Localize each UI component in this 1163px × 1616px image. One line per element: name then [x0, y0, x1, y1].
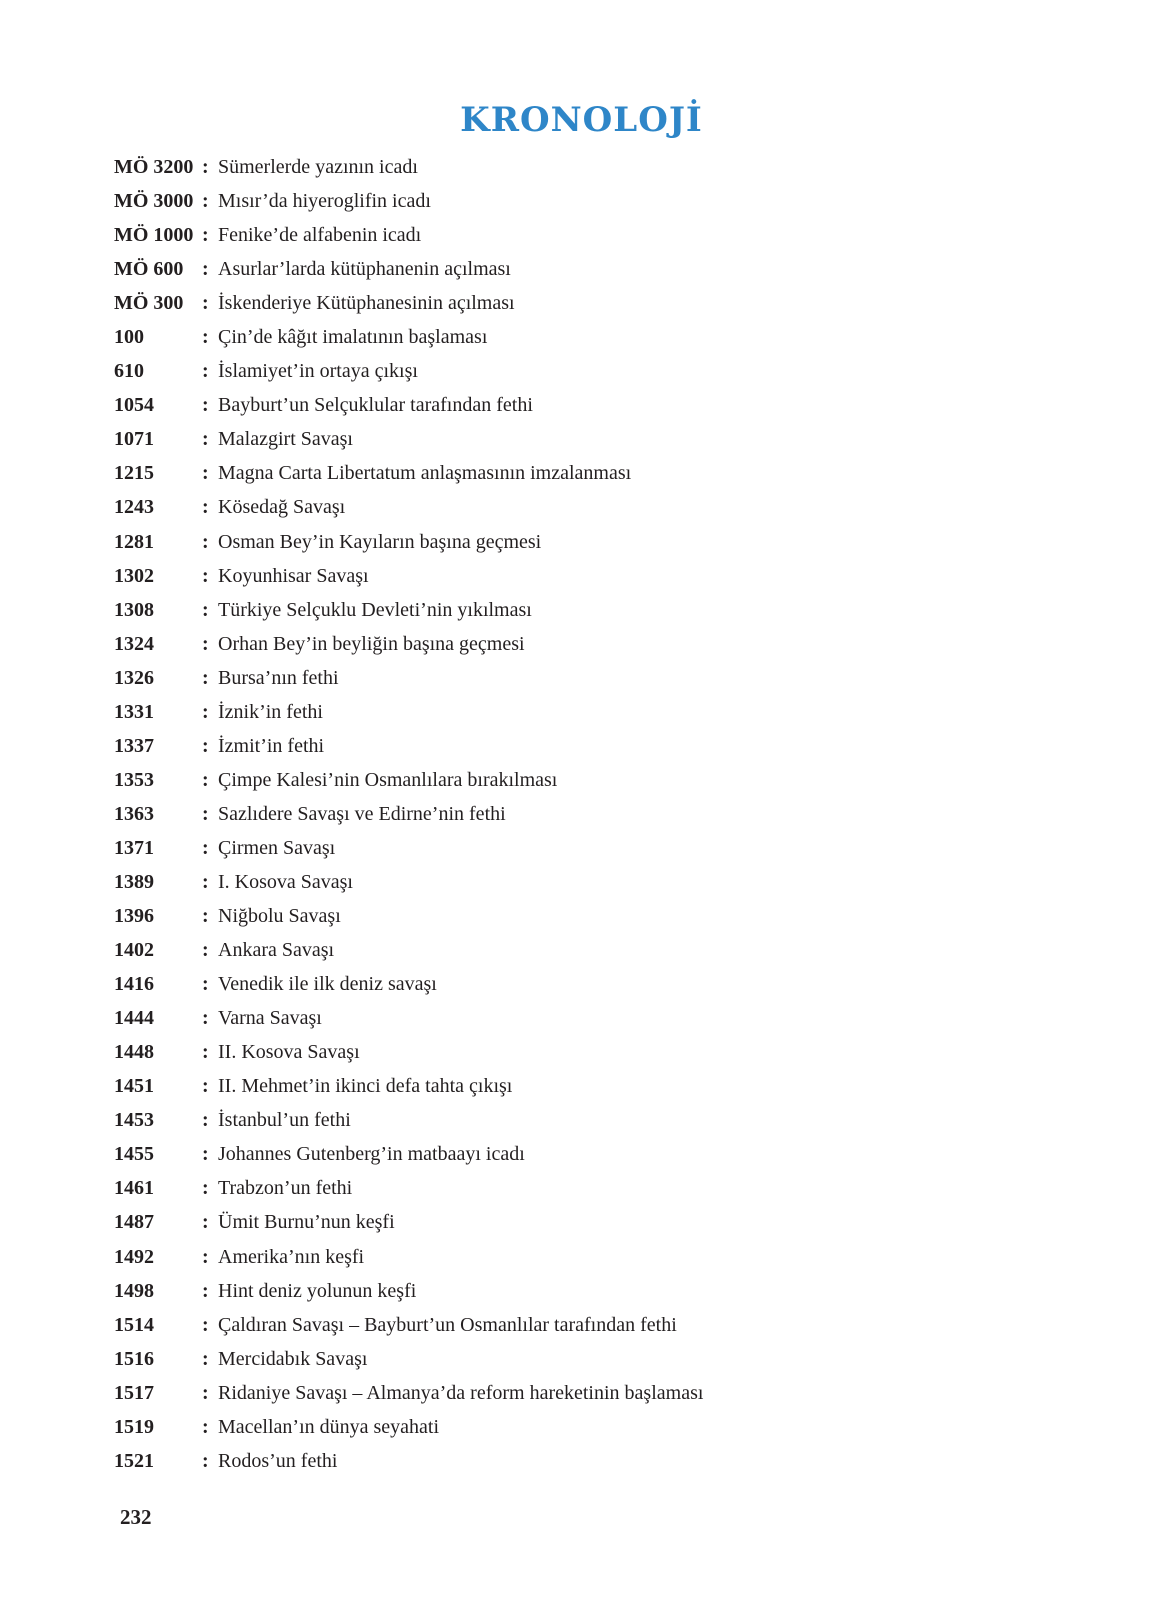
- chronology-entry: [114, 627, 1074, 661]
- entry-year: 1337: [114, 734, 154, 757]
- entry-event: Osman Bey’in Kayıların başına geçmesi: [218, 530, 542, 553]
- entry-separator: :: [202, 870, 209, 893]
- chronology-entry: [114, 218, 1074, 252]
- chronology-entry: [114, 354, 1074, 388]
- entry-separator: :: [202, 1245, 209, 1268]
- entry-year: 1389: [114, 870, 154, 893]
- entry-event: Amerika’nın keşfi: [218, 1245, 365, 1268]
- entry-event: Ankara Savaşı: [218, 939, 335, 962]
- entry-year: 1519: [114, 1415, 154, 1438]
- entry-separator: :: [202, 768, 209, 791]
- entry-year: 1453: [114, 1109, 154, 1132]
- entry-year: 1451: [114, 1075, 154, 1098]
- chronology-entry: [114, 388, 1074, 422]
- entry-separator: :: [202, 326, 209, 349]
- chronology-entry: [114, 797, 1074, 831]
- entry-year: 1487: [114, 1211, 154, 1234]
- entry-separator: :: [202, 258, 209, 281]
- chronology-entry: [114, 865, 1074, 899]
- entry-separator: :: [202, 1211, 209, 1234]
- entry-event: Çirmen Savaşı: [218, 836, 336, 859]
- entry-separator: :: [202, 394, 209, 417]
- entry-year: MÖ 1000: [114, 224, 194, 247]
- entry-separator: :: [202, 292, 209, 315]
- entry-event: Niğbolu Savaşı: [218, 905, 341, 928]
- chronology-entry: [114, 933, 1074, 967]
- chronology-entry: [114, 729, 1074, 763]
- entry-separator: :: [202, 939, 209, 962]
- entry-separator: :: [202, 1313, 209, 1336]
- entry-event: Fenike’de alfabenin icadı: [218, 224, 422, 247]
- entry-separator: :: [202, 564, 209, 587]
- entry-year: 1402: [114, 939, 154, 962]
- entry-event: Macellan’ın dünya seyahati: [218, 1415, 440, 1438]
- entry-separator: :: [202, 1347, 209, 1370]
- entry-separator: :: [202, 1381, 209, 1404]
- chronology-entry: [114, 525, 1074, 559]
- entry-separator: :: [202, 360, 209, 383]
- entry-year: 1324: [114, 632, 154, 655]
- chronology-entry: [114, 1205, 1074, 1239]
- chronology-entry: [114, 422, 1074, 456]
- entry-event: Çaldıran Savaşı – Bayburt’un Osmanlılar tarafından fethi: [218, 1313, 677, 1336]
- entry-year: 1416: [114, 973, 154, 996]
- entry-event: Asurlar’larda kütüphanenin açılması: [218, 258, 511, 281]
- entry-event: Orhan Bey’in beyliğin başına geçmesi: [218, 632, 525, 655]
- entry-year: MÖ 600: [114, 258, 184, 281]
- entry-year: 1448: [114, 1041, 154, 1064]
- entry-year: 1514: [114, 1313, 154, 1336]
- entry-event: Varna Savaşı: [218, 1007, 322, 1030]
- entry-event: II. Mehmet’in ikinci defa tahta çıkışı: [218, 1075, 513, 1098]
- entry-year: 1331: [114, 700, 154, 723]
- entry-year: 1071: [114, 428, 154, 451]
- entry-separator: :: [202, 1109, 209, 1132]
- chronology-entry: [114, 184, 1074, 218]
- chronology-entry: [114, 1444, 1074, 1478]
- entry-year: 610: [114, 360, 144, 383]
- entry-separator: :: [202, 1143, 209, 1166]
- chronology-entry: [114, 1069, 1074, 1103]
- entry-year: 1363: [114, 802, 154, 825]
- chronology-entry: [114, 1376, 1074, 1410]
- entry-separator: :: [202, 190, 209, 213]
- entry-separator: :: [202, 632, 209, 655]
- chronology-entry: [114, 1410, 1074, 1444]
- entry-year: 1461: [114, 1177, 154, 1200]
- chronology-entry: [114, 150, 1074, 184]
- entry-year: 1054: [114, 394, 154, 417]
- entry-event: II. Kosova Savaşı: [218, 1041, 360, 1064]
- entry-separator: :: [202, 1415, 209, 1438]
- chronology-entry: [114, 490, 1074, 524]
- chronology-entry: [114, 899, 1074, 933]
- entry-separator: :: [202, 428, 209, 451]
- entry-event: I. Kosova Savaşı: [218, 870, 353, 893]
- entry-separator: :: [202, 973, 209, 996]
- entry-year: 1517: [114, 1381, 154, 1404]
- entry-separator: :: [202, 1075, 209, 1098]
- entry-event: Venedik ile ilk deniz savaşı: [218, 973, 437, 996]
- chronology-entry: [114, 1342, 1074, 1376]
- entry-year: 1281: [114, 530, 154, 553]
- entry-separator: :: [202, 156, 209, 178]
- entry-year: 1353: [114, 768, 154, 791]
- chronology-entry: [114, 559, 1074, 593]
- entry-event: Ümit Burnu’nun keşfi: [218, 1211, 395, 1234]
- entry-event: Mercidabık Savaşı: [218, 1347, 368, 1370]
- entry-event: Sümerlerde yazının icadı: [218, 156, 418, 178]
- entry-event: Hint deniz yolunun keşfi: [218, 1279, 417, 1302]
- entry-event: Çin’de kâğıt imalatının başlaması: [218, 326, 488, 349]
- chronology-entry: [114, 967, 1074, 1001]
- chronology-entry: [114, 320, 1074, 354]
- chronology-entry: [114, 252, 1074, 286]
- entry-year: 1215: [114, 462, 154, 485]
- entry-event: Bayburt’un Selçuklular tarafından fethi: [218, 394, 533, 417]
- chronology-entry: [114, 286, 1074, 320]
- chronology-entry: [114, 831, 1074, 865]
- chronology-entry: [114, 1240, 1074, 1274]
- entry-separator: :: [202, 1041, 209, 1064]
- entry-year: 1455: [114, 1143, 154, 1166]
- entry-separator: :: [202, 1449, 209, 1472]
- entry-event: Ridaniye Savaşı – Almanya’da reform hareketinin başlaması: [218, 1381, 704, 1404]
- entry-event: İzmit’in fethi: [218, 734, 325, 757]
- entry-event: İstanbul’un fethi: [218, 1109, 351, 1132]
- entry-year: 1492: [114, 1245, 154, 1268]
- entry-event: Trabzon’un fethi: [218, 1177, 353, 1200]
- entry-event: Bursa’nın fethi: [218, 666, 339, 689]
- entry-separator: :: [202, 598, 209, 621]
- chronology-entry: [114, 1274, 1074, 1308]
- entry-year: 1302: [114, 564, 154, 587]
- page-title: KRONOLOJİ: [460, 100, 703, 140]
- chronology-list: [114, 150, 1074, 1478]
- chronology-entry: [114, 1001, 1074, 1035]
- entry-separator: :: [202, 802, 209, 825]
- chronology-entry: [114, 695, 1074, 729]
- entry-separator: :: [202, 530, 209, 553]
- entry-year: 1516: [114, 1347, 154, 1370]
- entry-year: 1444: [114, 1007, 154, 1030]
- entry-separator: :: [202, 836, 209, 859]
- chronology-entry: [114, 1137, 1074, 1171]
- entry-year: 1326: [114, 666, 154, 689]
- chronology-entry: [114, 1035, 1074, 1069]
- chronology-entry: [114, 763, 1074, 797]
- entry-event: Rodos’un fethi: [218, 1449, 338, 1472]
- entry-event: Kösedağ Savaşı: [218, 496, 346, 519]
- entry-event: İznik’in fethi: [218, 700, 323, 723]
- entry-event: Malazgirt Savaşı: [218, 428, 353, 451]
- entry-event: Mısır’da hiyeroglifin icadı: [218, 190, 431, 213]
- entry-event: Magna Carta Libertatum anlaşmasının imzalanması: [218, 462, 632, 485]
- chronology-entry: [114, 1103, 1074, 1137]
- entry-event: Johannes Gutenberg’in matbaayı icadı: [218, 1143, 525, 1166]
- entry-year: 1521: [114, 1449, 154, 1472]
- entry-year: 1371: [114, 836, 154, 859]
- entry-separator: :: [202, 666, 209, 689]
- chronology-entry: [114, 593, 1074, 627]
- entry-event: Sazlıdere Savaşı ve Edirne’nin fethi: [218, 802, 506, 825]
- entry-separator: :: [202, 1177, 209, 1200]
- entry-separator: :: [202, 734, 209, 757]
- entry-event: Türkiye Selçuklu Devleti’nin yıkılması: [218, 598, 532, 621]
- entry-separator: :: [202, 496, 209, 519]
- entry-separator: :: [202, 1279, 209, 1302]
- entry-separator: :: [202, 700, 209, 723]
- entry-event: İslamiyet’in ortaya çıkışı: [218, 360, 418, 383]
- entry-separator: :: [202, 1007, 209, 1030]
- entry-year: MÖ 300: [114, 292, 184, 315]
- chronology-entry: [114, 456, 1074, 490]
- chronology-entry: [114, 1171, 1074, 1205]
- entry-event: Çimpe Kalesi’nin Osmanlılara bırakılması: [218, 768, 558, 791]
- entry-separator: :: [202, 224, 209, 247]
- entry-year: 1396: [114, 905, 154, 928]
- entry-separator: :: [202, 905, 209, 928]
- entry-year: MÖ 3000: [114, 190, 194, 213]
- page-number: 232: [120, 1505, 152, 1529]
- entry-event: İskenderiye Kütüphanesinin açılması: [218, 292, 515, 315]
- entry-year: MÖ 3200: [114, 156, 194, 178]
- entry-year: 1498: [114, 1279, 154, 1302]
- chronology-entry: [114, 661, 1074, 695]
- entry-event: Koyunhisar Savaşı: [218, 564, 369, 587]
- entry-separator: :: [202, 462, 209, 485]
- entry-year: 100: [114, 326, 144, 349]
- entry-year: 1243: [114, 496, 154, 519]
- chronology-entry: [114, 1308, 1074, 1342]
- entry-year: 1308: [114, 598, 154, 621]
